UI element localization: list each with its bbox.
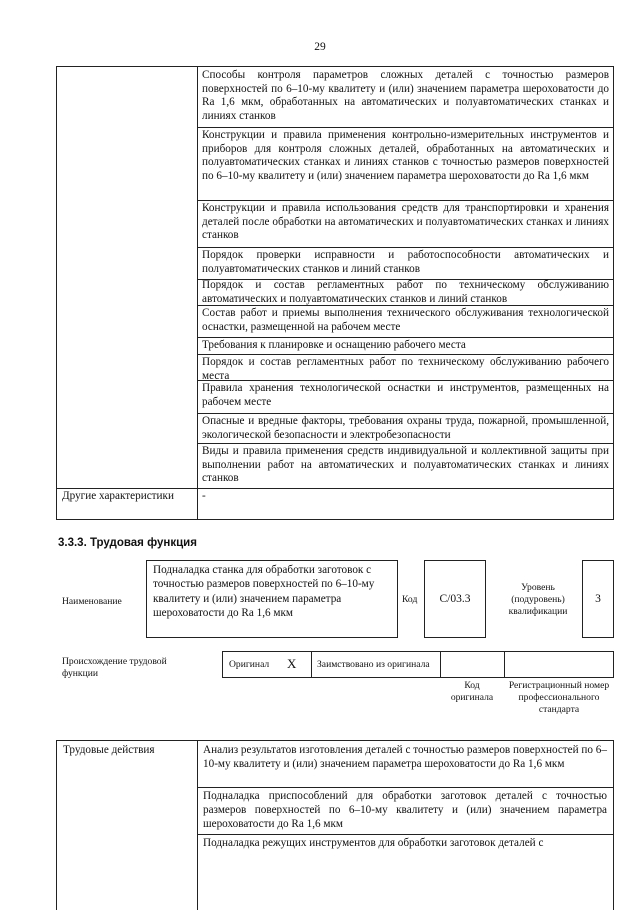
knowledge-row: Виды и правила применения средств индивидуальной и коллективной защиты при выполнении работ на автоматических и полуавтоматических станках и линиях станков [202,445,609,485]
original-code-cell [440,651,505,678]
knowledge-table [56,66,614,520]
actions-label: Трудовые действия [63,744,155,756]
other-characteristics-value: - [202,490,206,502]
borrowed-cell [311,651,441,678]
other-characteristics-label: Другие характеристики [62,490,174,502]
function-name: Подналадка станка для обработки заготовок с точностью размеров поверхностей по 6–10-му квалитету и (или) значением параметра шероховатости до Ra 1,6 мкм [146,560,398,638]
function-code: C/03.3 [424,560,486,638]
action-row: Подналадка приспособлений для обработки заготовок деталей с точностью размеров поверхностей по 6–10-му квалитету и (или) значением параметра шероховатости до Ra 1,6 мкм [203,790,607,830]
action-row: Подналадка режущих инструментов для обработки заготовок деталей с [203,837,544,849]
reg-number-cell [504,651,614,678]
code-original-label: Код оригинала [450,680,494,703]
origin-label: Происхождение трудовой функции [62,656,167,679]
code-label: Код [402,594,418,605]
reg-number-label: Регистрационный номер профессионального стандарта [508,680,610,715]
knowledge-row: Конструкции и правила использования средств для транспортировки и хранения деталей после обработки на автоматических и полуавтоматических станках и линиях станков [202,202,609,242]
original-mark: X [287,656,297,671]
knowledge-row: Порядок и состав регламентных работ по техническому обслуживанию рабочего места [202,356,609,382]
name-label: Наименование [62,596,122,607]
knowledge-row: Правила хранения технологической оснастки и инструментов, размещенных на рабочем месте [202,382,609,408]
action-row: Анализ результатов изготовления деталей с точностью размеров поверхностей по 6–10-му квалитету и (или) значением параметра шероховатости до Ra 1,6 мкм [203,744,607,770]
section-heading: 3.3.3. Трудовая функция [58,537,197,549]
borrowed-label: Заимствовано из оригинала [317,659,430,670]
knowledge-row: Порядок и состав регламентных работ по техническому обслуживанию автоматических и полуавтоматических станков и линий станков [202,279,609,305]
original-label: Оригинал [229,659,270,670]
original-cell [222,651,312,678]
knowledge-row: Состав работ и приемы выполнения технического обслуживания технологической оснастки, размещенной на рабочем месте [202,307,609,333]
knowledge-row: Конструкции и правила применения контрольно-измерительных инструментов и приборов для контроля сложных деталей, обработанных на автоматических и полуавтоматических станках и линиях станков с точностью размеров поверхностей по 6–10-му квалитету и (или) значением параметра шероховатости до Ra 1,6 мкм [202,129,609,182]
page-number: 29 [314,41,326,53]
knowledge-row: Порядок проверки исправности и работоспособности автоматических и полуавтоматических станков и линий станков [202,249,609,275]
level-label: Уровень (подуровень) квалификации [508,582,568,617]
knowledge-row: Опасные и вредные факторы, требования охраны труда, пожарной, промышленной, экологической безопасности и электробезопасности [202,415,609,441]
knowledge-row: Требования к планировке и оснащению рабочего места [202,339,466,351]
knowledge-row: Способы контроля параметров сложных деталей с точностью размеров поверхностей по 6–10-му квалитету и (или) значением параметра шероховатости до Ra 1,6 мкм, обработанных на автоматических и полуавтоматических станках и линиях станков [202,69,609,122]
actions-table [56,740,614,910]
level-value: 3 [582,560,614,638]
